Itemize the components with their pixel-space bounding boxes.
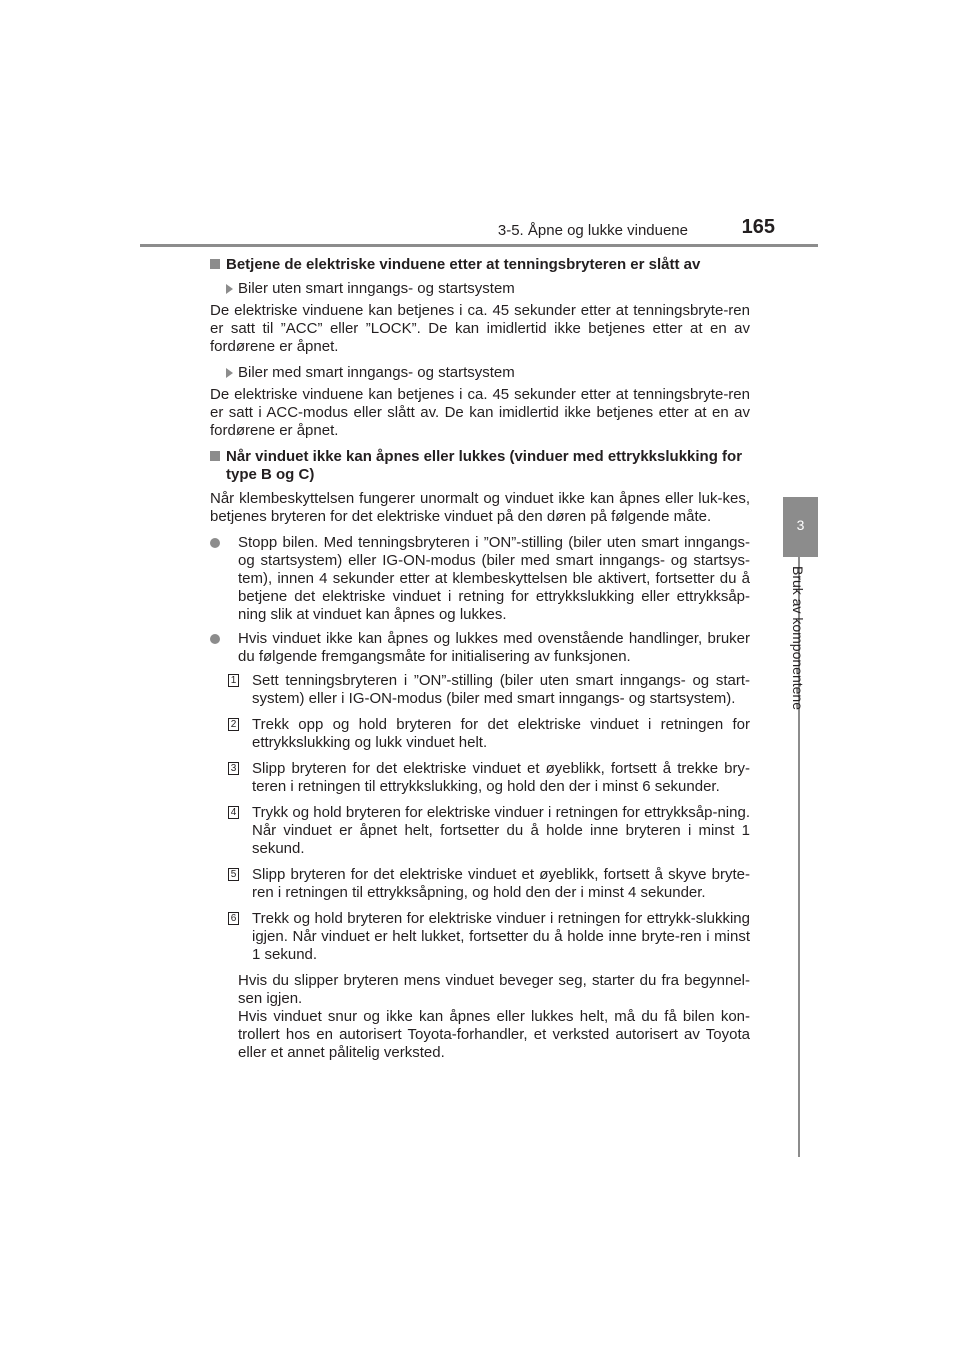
round-bullet-icon (210, 634, 220, 644)
paragraph: Når klembeskyttelsen fungerer unormalt og vinduet ikke kan åpnes eller luk-kes, betjenes bryteren for det elektriske vinduet på den døren på følgende måte. (210, 490, 750, 525)
step-item (210, 804, 750, 858)
chapter-tab (783, 497, 818, 557)
step-item (210, 672, 750, 708)
step-number: 2 (228, 718, 239, 731)
heading-text: Når vinduet ikke kan åpnes eller lukkes (vinduer med ettrykkslukking for type B og C) (226, 448, 743, 483)
header-rule (140, 244, 818, 247)
step-item (210, 910, 750, 964)
square-bullet-icon (210, 259, 220, 269)
subheading (210, 280, 750, 298)
subheading-text: Biler uten smart inngangs- og startsystem (238, 280, 515, 297)
step-text: Slipp bryteren for det elektriske vinduet et øyeblikk, fortsett å trekke bry-teren i retningen til ettrykkslukking, og hold den der i minst 6 sekunder. (252, 760, 750, 795)
note-paragraph: Hvis du slipper bryteren mens vinduet beveger seg, starter du fra begynnel-sen igjen. (238, 972, 750, 1007)
step-text: Trekk opp og hold bryteren for det elektriske vinduet i retningen for ettrykkslukking og lukk vinduet helt. (252, 716, 750, 751)
step-text: Slipp bryteren for det elektriske vinduet et øyeblikk, fortsett å skyve bryte-ren i retningen til ettrykksåpning, og hold den der i minst 4 sekunder. (252, 866, 750, 901)
step-item (210, 866, 750, 902)
step-text: Trykk og hold bryteren for elektriske vinduer i retningen for ettrykksåp-ning. Når vinduet er åpnet helt, fortsetter du å holde inne bryteren i minst 1 sekund. (252, 804, 750, 857)
step-number: 4 (228, 806, 239, 819)
subheading (210, 364, 750, 382)
section-heading (210, 448, 750, 484)
triangle-arrow-icon (226, 284, 233, 294)
bullet-text: Hvis vinduet ikke kan åpnes og lukkes med ovenstående handlinger, bruker du følgende fremgangsmåte for initialisering av funksjonen. (238, 630, 750, 665)
step-number: 3 (228, 762, 239, 775)
bullet-item (210, 630, 750, 666)
subheading-text: Biler med smart inngangs- og startsystem (238, 364, 515, 381)
step-number: 5 (228, 868, 239, 881)
step-number: 6 (228, 912, 239, 925)
page-number: 165 (741, 216, 775, 238)
note-paragraph: Hvis vinduet snur og ikke kan åpnes eller lukkes helt, må du få bilen kon-trollert hos en autorisert Toyota-forhandler, et verksted autorisert av Toyota eller et annet pålitelig verksted. (238, 1008, 750, 1061)
bullet-item (210, 534, 750, 624)
bullet-text: Stopp bilen. Med tenningsbryteren i ”ON”-stilling (biler uten smart inngangs- og startsystem) eller IG-ON-modus (biler med smart inngangs- og startsys-tem), innen 4 sekunder etter at klembeskyttelsen ble aktivert, fortsetter du å betjene det elektriske vinduet i retning for ettrykkslukking eller ettrykksåp-ning slik at vinduet kan åpnes og lukkes. (238, 534, 750, 623)
square-bullet-icon (210, 451, 220, 461)
step-number: 1 (228, 674, 239, 687)
paragraph: De elektriske vinduene kan betjenes i ca. 45 sekunder etter at tenningsbryte-ren er satt til ”ACC” eller ”LOCK”. De kan imidlertid ikke betjenes etter at en av fordørene er åpnet. (210, 302, 750, 355)
heading-text: Betjene de elektriske vinduene etter at tenningsbryteren er slått av (226, 256, 701, 273)
step-item (210, 716, 750, 752)
step-text: Trekk og hold bryteren for elektriske vinduer i retningen for ettrykk-slukking igjen. Når vinduet er helt lukket, fortsetter du å holde inne bryte-ren i minst 1 sekund. (252, 910, 750, 963)
round-bullet-icon (210, 538, 220, 548)
step-text: Sett tenningsbryteren i ”ON”-stilling (biler uten smart inngangs- og start-system) eller i IG-ON-modus (biler med smart inngangs- og startsystem). (252, 672, 750, 707)
chapter-number: 3 (796, 517, 805, 533)
page-content (210, 256, 750, 1062)
triangle-arrow-icon (226, 368, 233, 378)
step-item (210, 760, 750, 796)
section-heading (210, 256, 750, 274)
section-title: 3-5. Åpne og lukke vinduene (497, 222, 688, 239)
paragraph: De elektriske vinduene kan betjenes i ca. 45 sekunder etter at tenningsbryte-ren er satt i ACC-modus eller slått av. De kan imidlertid ikke betjenes etter at en av fordørene er åpnet. (210, 386, 750, 439)
chapter-title: Bruk av komponentene (790, 566, 806, 710)
